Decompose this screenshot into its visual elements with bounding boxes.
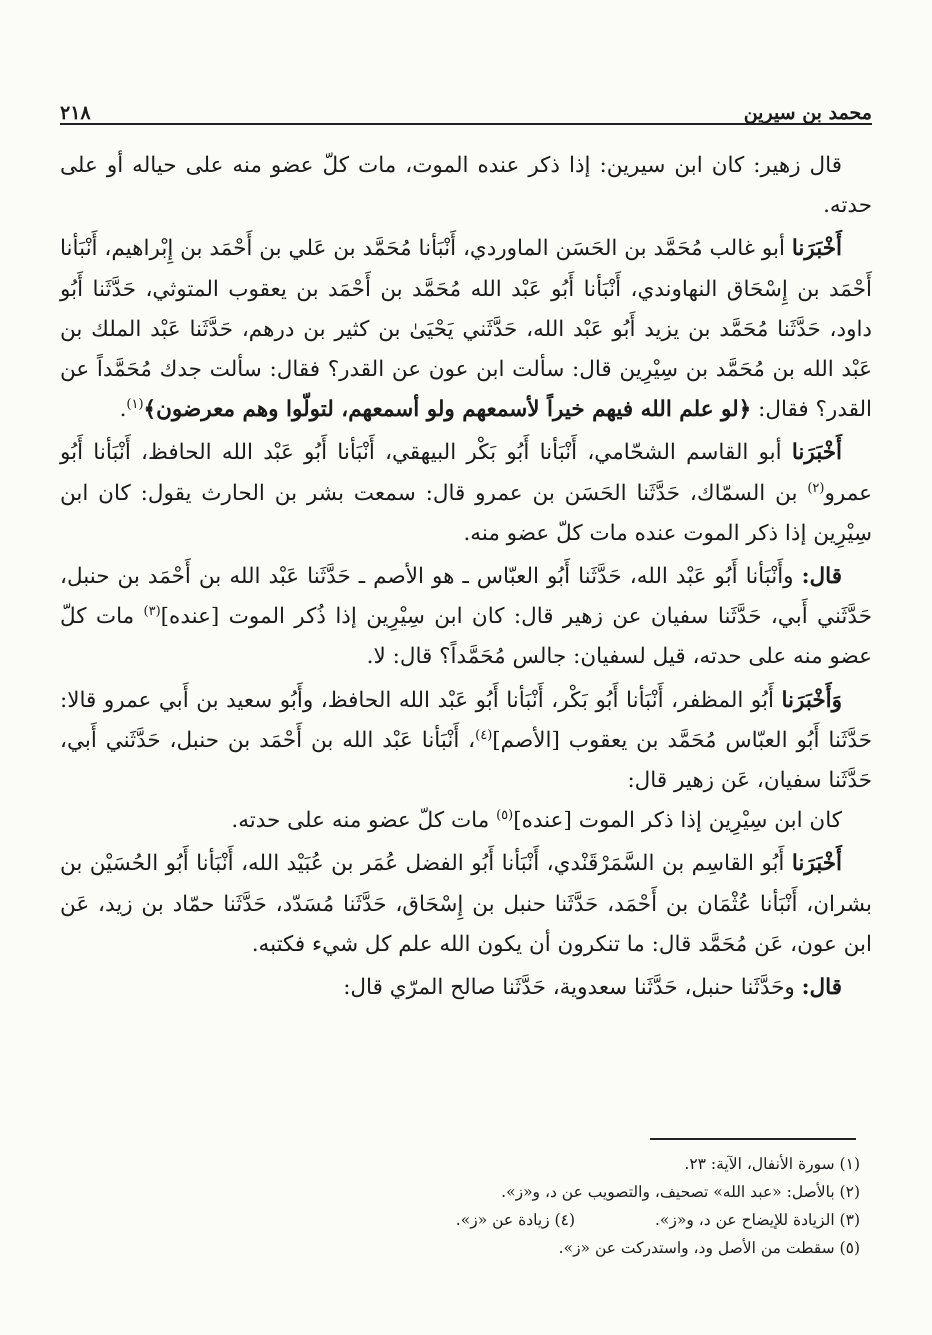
paragraph-6 [60, 801, 872, 841]
footnote-2: (٢) بالأصل: «عبد الله» تصحيف، والتصويب عن د، و«ز». [501, 1183, 860, 1201]
quran-verse: ﴿لو علم الله فيهم خيراً لأسمعهم ولو أسمعهم، لتولّوا وهم معرضون﴾ [143, 397, 752, 423]
paragraph-text: أبو القاسم الشحّامي، أَنْبَأنا أَبُو بَكْر البيهقي، أَنْبَأنا أَبُو عَبْد الله الحافظ، أَنْبَأنا أَبُو عمرو [60, 440, 872, 506]
header-divider [60, 123, 872, 125]
paragraph-text-end: مات كلّ عضو منه على حدته. [231, 808, 497, 834]
running-title: محمد بن سيرين [743, 102, 872, 124]
paragraph-5 [60, 681, 872, 802]
footnote-divider [650, 1138, 856, 1140]
paragraph-7 [60, 844, 872, 965]
footnotes [60, 1150, 860, 1262]
narration-keyword: قال: [801, 564, 842, 590]
paragraph-3 [60, 433, 872, 554]
paragraph-text: وحَدَّثَنا حنبل، حَدَّثَنا سعدوية، حَدَّثَنا صالح المرّي قال: [343, 975, 802, 1001]
narration-keyword: أَخْبَرَنا [791, 851, 842, 877]
paragraph-text-end: بن السمّاك، حَدَّثَنا الحَسَن بن عمرو قال: سمعت بشر بن الحارث يقول: كان ابن سِيْرِين إذا ذكر الموت عنده مات كلّ عضو منه. [60, 480, 872, 546]
footnote-ref: (١) [126, 397, 144, 413]
main-text [60, 146, 872, 1008]
paragraph-text: كان ابن سِيْرِين إذا ذكر الموت [عنده] [513, 808, 842, 834]
narration-keyword: أَخْبَرَنا [791, 440, 842, 466]
narration-keyword: أَخْبَرَنا [791, 236, 842, 262]
narration-keyword: قال: [801, 975, 842, 1001]
paragraph-text-end: ، أَنْبَأنا عَبْد الله بن أَحْمَد بن حنبل، حَدَّثَني أَبي، حَدَّثَنا سفيان، عَن زهير قال: [60, 727, 872, 794]
footnote-row [60, 1206, 860, 1234]
paragraph-text: أَبُو المظفر، أَنْبَأنا أَبُو بَكْر، أَنْبَأنا أَبُو عَبْد الله الحافظ، وأَبُو سعيد بن أَبي عمرو قالا: حَدَّثَنا أَبُو العبّاس مُحَمَّد بن يعقوب [الأصم] [60, 687, 873, 753]
footnote-1: (١) سورة الأنفال، الآية: ٢٣. [684, 1155, 860, 1173]
paragraph-text: قال زهير: كان ابن سيرين: إذا ذكر عنده الموت، مات كلّ عضو منه على حياله أو على حدته. [60, 153, 872, 219]
paragraph-2 [60, 229, 872, 430]
footnote-4: (٤) زيادة عن «ز». [455, 1211, 575, 1229]
footnote-3: (٣) الزيادة للإيضاح عن د، و«ز». [655, 1211, 860, 1229]
footnote-ref: (٣) [143, 604, 161, 620]
paragraph-text-end: . [119, 397, 127, 423]
footnote-ref: (٤) [475, 727, 493, 743]
footnote-ref: (٢) [807, 480, 825, 496]
footnote-ref: (٥) [496, 808, 514, 824]
paragraph-text: أَبُو القاسِم بن السَّمَرْقَنْدي، أَنْبَأنا أَبُو الفضل عُمَر بن عُبَيْد الله، أَنْبَأنا أَبُو الحُسَيْن بن بشران، أَنْبَأنا عُثْمَان بن أَحْمَد، حَدَّثَنا حنبل بن إِسْحَاق، حَدَّثَنا مُسَدّد، حَدَّثَنا حمّاد بن زيد، عَن ابن عون، عَن مُحَمَّد قال: ما تنكرون أن يكون الله علم كل شيء فكتبه. [60, 851, 872, 957]
paragraph-1 [60, 146, 872, 226]
paragraph-text-end: مات كلّ عضو منه على حدته، قيل لسفيان: جالس مُحَمَّداً؟ قال: لا. [60, 604, 872, 670]
narration-keyword: وَأَخْبَرَنا [781, 687, 842, 713]
paragraph-text: وأَنْبَأنا أَبُو عَبْد الله، حَدَّثَنا أَبُو العبّاس ـ هو الأصم ـ حَدَّثَنا عَبْد الله بن أَحْمَد بن حنبل، حَدَّثَني أَبي، حَدَّثَنا سفيان عن زهير قال: كان ابن سِيْرِين إذا ذُكر الموت [عنده] [60, 564, 872, 630]
paragraph-text: أبو غالب مُحَمَّد بن الحَسَن الماوردي، أَنْبَأنا مُحَمَّد بن عَلي بن أَحْمَد بن إِبْراهيم، أَنْبَأنا أَحْمَد بن إِسْحَاق النهاوندي، أَنْبَأنا أَبُو عَبْد الله مُحَمَّد بن أَحْمَد بن يعقوب المتوثي، حَدَّثَنا أَبُو داود، حَدَّثَنا مُحَمَّد بن يزيد أَبُو عَبْد الله، حَدَّثَني يَحْيَىٰ بن كثير بن درهم، حَدَّثَنا عَبْد الملك بن عَبْد الله بن مُحَمَّد بن سِيْرِين قال: سألت ابن عون عن القدر؟ فقال: سألت جدك مُحَمَّداً عن القدر؟ فقال: [60, 236, 872, 423]
page-number: ٢١٨ [60, 102, 91, 124]
footnote-5: (٥) سقطت من الأصل ود، واستدركت عن «ز». [558, 1239, 860, 1257]
page-header [60, 84, 872, 124]
paragraph-4 [60, 557, 872, 678]
paragraph-8 [60, 968, 872, 1008]
